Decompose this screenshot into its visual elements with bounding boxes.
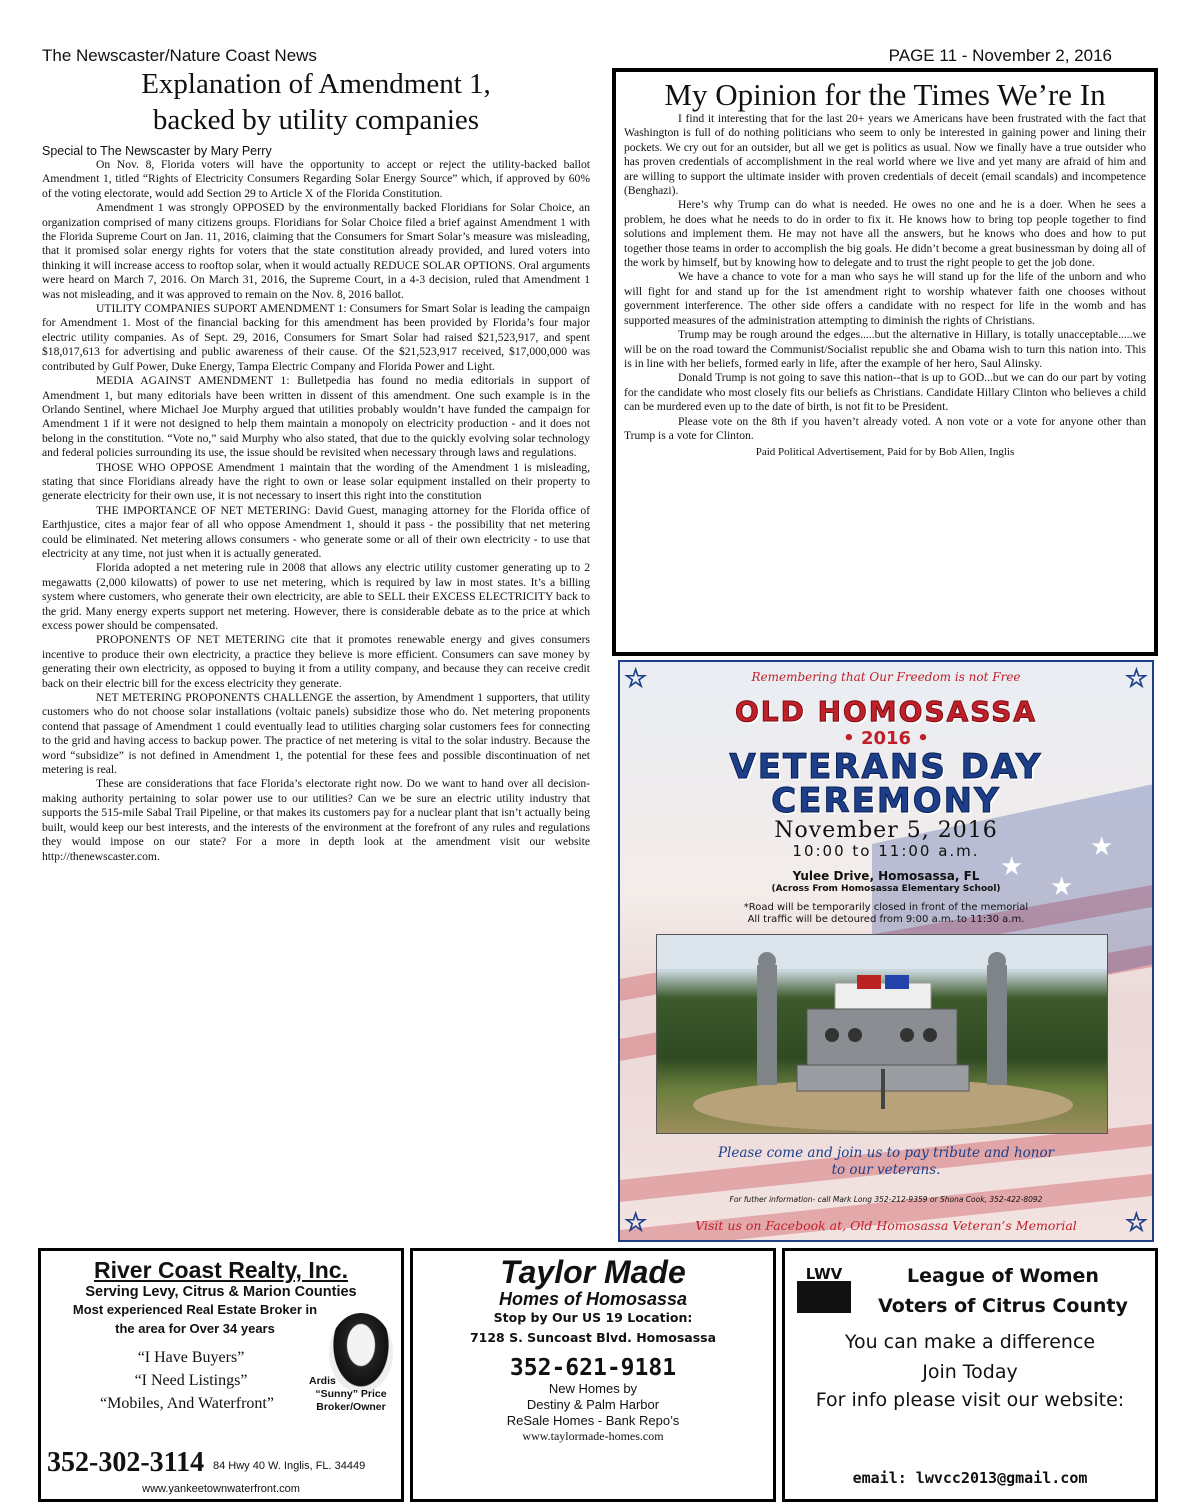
- star-icon: ★: [1000, 852, 1024, 881]
- taylor-subtitle: Homes of Homosassa: [498, 1289, 688, 1309]
- article-paragraph: Amendment 1 was strongly OPPOSED by the environmentally backed Floridians for Solar Choice, an organization comprised of many citizens groups. Floridians for Solar Choice filed a brief against Amendment 1 with the Florida Supreme Court on Jan. 11, 2016, claiming that the Consumers for Smart Solar’s measure was misleading, that it promised solar energy rights for voters that the state constitution already provided, and lured voters into thinking it will increase access to rooftop solar, when it would actually REDUCE SOLAR OPTIONS. Oral arguments were heard on March 7, 2016. On March 31, 2016, the Supreme Court, in a 4-3 decision, ruled that Amendment 1 was not misleading, and it was approved to remain on the Nov. 8, 2016 ballot.: [42, 201, 590, 301]
- flyer-contact-info: For futher information- call Mark Long 352-212-9359 or Shona Cook, 352-422-8092: [729, 1195, 1043, 1204]
- realty-experience-line1: Most experienced Real Estate Broker in: [72, 1302, 318, 1317]
- flyer-old-homosassa: OLD HOMOSASSA: [734, 695, 1038, 728]
- taylor-address: 7128 S. Suncoast Blvd. Homosassa: [469, 1330, 717, 1345]
- article-title-line1: Explanation of Amendment 1,: [141, 68, 491, 100]
- opinion-box: [612, 68, 1158, 656]
- opinion-title: My Opinion for the Times We’re In: [664, 77, 1106, 112]
- league-title-line1: League of Women: [907, 1265, 1099, 1287]
- taylor-phone: 352-621-9181: [509, 1355, 677, 1381]
- veterans-day-flyer: [618, 660, 1154, 1242]
- flyer-title-line1: VETERANS DAY: [729, 747, 1043, 787]
- league-title-line2: Voters of Citrus County: [878, 1295, 1128, 1317]
- flyer-location-line: Yulee Drive, Homosassa, FL: [792, 869, 980, 883]
- flyer-tribute: [620, 1145, 1152, 1179]
- flyer-year: • 2016 •: [843, 728, 929, 749]
- broker-role: Broker/Owner: [316, 1401, 386, 1413]
- star-corner-icon: ☆: [1124, 664, 1148, 693]
- realty-quote: “I Have Buyers”: [137, 1349, 245, 1366]
- taylor-line: ReSale Homes - Bank Repo’s: [506, 1413, 680, 1428]
- article-paragraph: THE IMPORTANCE OF NET METERING: David Guest, managing attorney for the Florida office of Earthjustice, cites a major fear of all who oppose Amendment 1, should it pass - the possibility that net metering could be eliminated. Net metering allows consumers - who generate some or all of their own electricity - to use that electricity at any time, not just when it is actually generated.: [42, 503, 590, 560]
- article-paragraph: These are considerations that face Florida’s electorate right now. Do we want to hand over all decision-making authority pertaining to solar power use to our utilities? Can we be sure an electric utility industry that supports the 515-mile Sabal Trail Pipeline, or that makes its customers pay for a nuclear plant that isn’t actually being built, would keep our best interests, and the interests of the environment at the forefront of any rules and regulations they would impose on our state? For a more in depth look at the amendment visit our website http://thenewscaster.com.: [42, 777, 590, 863]
- broker-first-name: Ardis: [309, 1375, 336, 1387]
- league-of-women-voters-ad: [782, 1248, 1158, 1502]
- star-corner-icon: ☆: [624, 664, 648, 693]
- article-paragraph: THOSE WHO OPPOSE Amendment 1 maintain that the wording of the Amendment 1 is misleading, stating that since Floridians already have the right to own or lease solar equipment installed on their property to generate electricity for their own use, it is not necessary to insert this right into the constitution: [42, 460, 590, 503]
- league-email[interactable]: email: lwvcc2013@gmail.com: [852, 1469, 1088, 1487]
- article-paragraph: UTILITY COMPANIES SUPORT AMENDMENT 1: Consumers for Smart Solar is leading the campaign for Amendment 1. Most of the financial backing for this amendment has been provided by Florida’s four major electric utility companies. As of Sept. 29, 2016, Consumers for Smart Solar had raised $21,523,917, and spent $18,017,613 for advertising and public awareness of their cause. Of the $21,523,917 received, $17,000,000 was contributed by Gulf Power, Duke Energy, Tampa Electric Company and Florida Power and Light.: [42, 302, 590, 373]
- flyer-title: [620, 747, 1152, 821]
- broker-name: [305, 1375, 397, 1414]
- article-title-line2: backed by utility companies: [152, 104, 480, 136]
- flyer-location-sub: (Across From Homosassa Elementary School): [771, 884, 1001, 894]
- star-corner-icon: ☆: [1124, 1208, 1148, 1237]
- realty-experience: [45, 1300, 345, 1338]
- amendment-article: [42, 66, 590, 864]
- realty-quote: “I Need Listings”: [134, 1372, 248, 1389]
- opinion-paragraph: We have a chance to vote for a man who says he will stand up for the life of the unborn and who will fight for and stand up for the 1st amendment right to worship whatever faith one chooses without government interference. The other side offers a candidate with no respect for life in the womb and has supported measures of the administration attempting to diminish the rights of Christians.: [624, 270, 1146, 327]
- flyer-road-line1: *Road will be temporarily closed in front of the memorial: [743, 902, 1029, 913]
- article-paragraph: PROPONENTS OF NET METERING cite that it promotes renewable energy and gives consumers incentive to produce their own electricity, a practice they believe is more efficient. Consumers can save money by generating their own electricity, as opposed to buying it from a utility company, and because they can receive credit back on their electric bill for the excess electricity they generate.: [42, 633, 590, 690]
- broker-nickname: “Sunny” Price: [315, 1388, 387, 1400]
- league-line: You can make a difference: [844, 1331, 1096, 1353]
- opinion-paragraph: I find it interesting that for the last 20+ years we Americans have been frustrated with the fact that Washington is full of do nothing politicians who seem to only be interested in gaining power and lining their pockets. We cry out for an outsider, but all we get is politics as usual. Now we finally have a true outsider who has proven credentials of accomplishment in the real world where we live and yet many are afraid of him and are willing to support the ultimate insider with proven credentials of deceit (email scandals) and incompetence (Benghazi).: [624, 112, 1146, 198]
- league-line: Join Today: [922, 1361, 1018, 1383]
- taylor-line: New Homes by: [548, 1381, 638, 1396]
- flyer-facebook: Visit us on Facebook at, Old Homosassa Veteran’s Memorial: [695, 1218, 1077, 1233]
- realty-title: River Coast Realty, Inc.: [94, 1257, 348, 1283]
- taylor-website[interactable]: www.taylormade-homes.com: [522, 1429, 664, 1443]
- star-corner-icon: ☆: [624, 1208, 648, 1237]
- page-date: PAGE 11 - November 2, 2016: [888, 46, 1112, 65]
- flyer-tribute-line1: Please come and join us to pay tribute and honor: [717, 1145, 1055, 1161]
- realty-phone: 352-302-3114: [47, 1447, 205, 1478]
- star-icon: ★: [1090, 832, 1114, 861]
- realty-experience-line2: the area for Over 34 years: [115, 1321, 275, 1336]
- flyer-tagline: Remembering that Our Freedom is not Free: [751, 670, 1021, 684]
- flyer-title-line2: CEREMONY: [771, 781, 1001, 821]
- article-title: [42, 66, 590, 138]
- article-paragraph: NET METERING PROPONENTS CHALLENGE the assertion, by Amendment 1 supporters, that utility customers who do not choose solar installations (voltaic panels) subsidize those who do. Net metering proponents contend that passage of Amendment 1 could eventually lead to utilities charging solar customers fees for connecting to the grid and having access to backup power. The practice of net metering is vital to the solar industry. Because the word “subsidize” is not defined in Amendment 1, the potential for these fees and possible discontinuation of net metering is real.: [42, 691, 590, 777]
- opinion-paragraph: Here’s why Trump can do what is needed. He owes no one and he is a doer. When he sees a problem, he does what he needs to do in order to fix it. He knows how to bring top people together to find solutions and implement them. He may not have all the answers, but he knows who does and how to put together those teams in order to accomplish the big goals. He didn’t become a great businessman by doing all of the work by himself, but by knowing how to delegate and to trust the right people to get the job done.: [624, 198, 1146, 270]
- flyer-tribute-line2: to our veterans.: [831, 1162, 941, 1178]
- taylor-stop: Stop by Our US 19 Location:: [493, 1310, 693, 1325]
- article-byline: Special to The Newscaster by Mary Perry: [42, 144, 272, 158]
- taylor-line: Destiny & Palm Harbor: [526, 1397, 660, 1412]
- flyer-road-notice: [620, 902, 1152, 926]
- article-paragraph: Florida adopted a net metering rule in 2008 that allows any electric utility customer generating up to 2 megawatts (2,000 kilowatts) of power to use net metering, which is required by law in most states. It’s a billing system where customers, who generate their own electricity, are able to SELL their EXCESS ELECTRICITY back to the grid. Many energy experts support net metering. However, there is considerable debate as to the price at which excess power should be compensated.: [42, 561, 590, 632]
- realty-quote: “Mobiles, And Waterfront”: [100, 1395, 274, 1412]
- league-title: [863, 1261, 1143, 1321]
- taylor-title: Taylor Made: [500, 1254, 686, 1290]
- opinion-paragraph: Trump may be rough around the edges.....but the alternative in Hillary, is totally unacceptable.....we will be on the road toward the Communist/Socialist republic she and Obama wish to turn this nation into. This is in line with her beliefs, formed early in life, after the example of her hero, Saul Alinsky.: [624, 328, 1146, 370]
- article-paragraph: On Nov. 8, Florida voters will have the opportunity to accept or reject the utility-backed ballot Amendment 1, titled “Rights of Electricity Consumers Regarding Solar Energy Source” which, if approved by 60% of the voting electorate, would add Section 29 to Article X of the Florida Constitution.: [42, 158, 590, 200]
- realty-address: 84 Hwy 40 W. Inglis, FL. 34449: [213, 1460, 366, 1472]
- memorial-illustration: [657, 935, 1108, 1134]
- lwv-logo-text: LWV: [805, 1265, 843, 1283]
- flyer-date: November 5, 2016: [774, 818, 998, 843]
- article-paragraph: MEDIA AGAINST AMENDMENT 1: Bulletpedia has found no media editorials in support of Amendment 1, but many editorials have been written in dissent of this amendment. One such example is in the Orlando Sentinel, where Michael Joe Murphy argued that utilities probably wouldn’t have funded the campaign for Amendment 1 if it were not designed to help them maintain a monopoly on electricity production - and it does not belong in the constitution. “Vote no,” said Murphy who also stated, that due to the quickly evolving solar technology and federal policies surrounding its use, the issue should be revisited when necessary through laws and regulations.: [42, 374, 590, 460]
- paid-notice: Paid Political Advertisement, Paid for by Bob Allen, Inglis: [755, 446, 1015, 459]
- opinion-paragraph: Donald Trump is not going to save this nation--that is up to GOD...but we can do our part by voting for the candidate who most closely fits our beliefs as Christians. Candidate Hillary Clinton who believes a child can be murdered even up to the date of birth, is not fit to be President.: [624, 371, 1146, 414]
- memorial-photo: [656, 934, 1108, 1134]
- flyer-time: 10:00 to 11:00 a.m.: [792, 842, 980, 860]
- lwv-logo-icon: [795, 1263, 853, 1315]
- article-body: [42, 158, 590, 864]
- river-coast-realty-ad: [38, 1248, 404, 1502]
- paper-name: The Newscaster/Nature Coast News: [42, 46, 317, 65]
- opinion-paragraph: Please vote on the 8th if you haven’t already voted. A non vote or a vote for anyone other than Trump is a vote for Clinton.: [624, 414, 1146, 442]
- taylor-made-ad: [410, 1248, 776, 1502]
- star-icon: ★: [1050, 872, 1074, 901]
- realty-subtitle: Serving Levy, Citrus & Marion Counties: [85, 1284, 357, 1300]
- league-line: For info please visit our website:: [815, 1389, 1125, 1411]
- flyer-road-line2: All traffic will be detoured from 9:00 a.m. to 11:30 a.m.: [747, 914, 1025, 925]
- realty-website[interactable]: www.yankeetownwaterfront.com: [142, 1483, 300, 1495]
- flyer-location: [620, 870, 1152, 896]
